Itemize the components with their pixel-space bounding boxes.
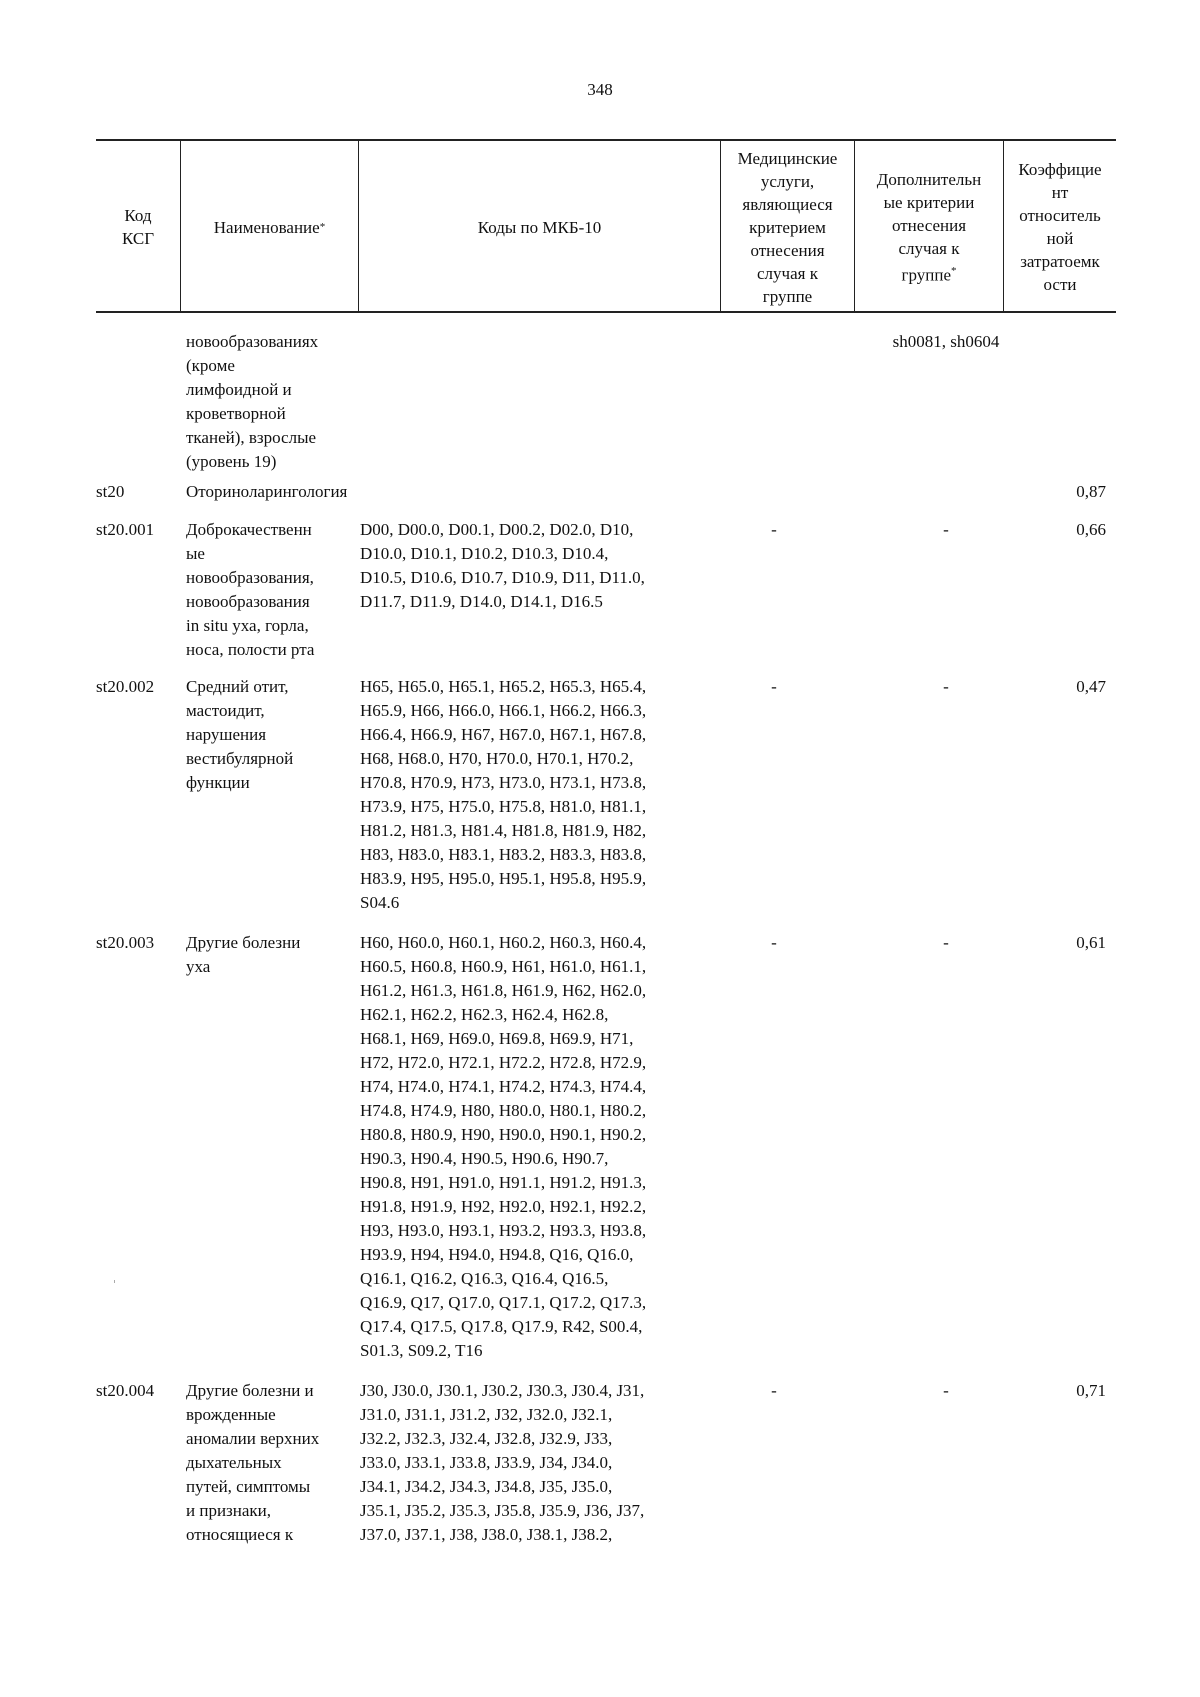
header-additional-text: Дополнительн ые критерии отнесения случая к группе bbox=[876, 169, 982, 285]
row-medical: - bbox=[771, 677, 777, 696]
table-row bbox=[96, 675, 1116, 931]
continuation-name: новообразованиях (кроме лимфоидной и кроветворной тканей), взрослые (уровень 19) bbox=[186, 332, 319, 471]
row-additional: - bbox=[943, 933, 949, 952]
header-name-mark: * bbox=[319, 220, 326, 233]
header-name-text: Наименование bbox=[213, 217, 320, 237]
section-name: Оториноларингология bbox=[186, 482, 348, 501]
header-code-text: Код КСГ bbox=[121, 206, 155, 248]
row-medical: - bbox=[771, 520, 777, 539]
section-code: st20 bbox=[96, 482, 125, 501]
header-medical-text: Медицинские услуги, являющиеся критерием отнесения случая к группе bbox=[737, 148, 838, 306]
table-row bbox=[96, 931, 1116, 1379]
header-code bbox=[96, 141, 180, 313]
header-coef-text: Коэффицие нт относитель ной затратоемк ости bbox=[1018, 160, 1102, 294]
header-name bbox=[180, 141, 358, 313]
row-additional: - bbox=[943, 520, 949, 539]
row-medical: - bbox=[771, 933, 777, 952]
row-name: Средний отит, мастоидит, нарушения вестибулярной функции bbox=[186, 677, 294, 792]
header-mkb-text: Коды по МКБ-10 bbox=[477, 217, 602, 237]
row-code: st20.004 bbox=[96, 1381, 155, 1400]
page-number: 348 bbox=[587, 80, 613, 99]
row-code: st20.003 bbox=[96, 933, 155, 952]
table-body bbox=[96, 330, 1116, 1559]
row-coef: 0,71 bbox=[1076, 1381, 1106, 1400]
table-header bbox=[96, 139, 1116, 313]
row-code: st20.001 bbox=[96, 520, 155, 539]
header-additional bbox=[854, 141, 1003, 313]
row-additional: - bbox=[943, 677, 949, 696]
continuation-row bbox=[96, 330, 1116, 480]
row-name: Другие болезни и врожденные аномалии верхних дыхательных путей, симптомы и признаки, относящиеся к bbox=[186, 1381, 320, 1544]
row-coef: 0,66 bbox=[1076, 520, 1106, 539]
header-coef bbox=[1003, 141, 1116, 313]
row-name: Доброкачественн ые новообразования, новообразования in situ уха, горла, носа, полости рта bbox=[186, 520, 315, 659]
row-medical: - bbox=[771, 1381, 777, 1400]
table-row bbox=[96, 1379, 1116, 1559]
header-medical bbox=[720, 141, 854, 313]
table-row bbox=[96, 518, 1116, 675]
header-additional-mark: * bbox=[951, 264, 957, 277]
row-coef: 0,61 bbox=[1076, 933, 1106, 952]
row-additional: - bbox=[943, 1381, 949, 1400]
section-coef: 0,87 bbox=[1076, 482, 1106, 501]
row-coef: 0,47 bbox=[1076, 677, 1106, 696]
row-mkb-codes: H60, H60.0, H60.1, H60.2, H60.3, H60.4, H60.5, H60.8, H60.9, H61, H61.0, H61.1, H61.2, H61.3, H61.8, H61.9, H62, H62.0, H62.1, H62.2, H62.3, H62.4, H62.8, H68.1, H69, H69.0, H69.8, H69.9, H71, H72, H72.0, H72.1, H72.2, H72.8, H72.9, H74, H74.0, H74.1, H74.2, H74.3, H74.4, H74.8, H74.9, H80, H80.0, H80.1, H80.2, H80.8, H80.9, H90, H90.0, H90.1, H90.2, H90.3, H90.4, H90.5, H90.6, H90.7, H90.8, H91, H91.0, H91.1, H91.2, H91.3, H91.8, H91.9, H92, H92.0, H92.1, H92.2, H93, H93.0, H93.1, H93.2, H93.3, H93.8, H93.9, H94, H94.0, H94.8, Q16, Q16.0, Q16.1, Q16.2, Q16.3, Q16.4, Q16.5, Q16.9, Q17, Q17.0, Q17.1, Q17.2, Q17.3, Q17.4, Q17.5, Q17.8, Q17.9, R42, S00.4, S01.3, S09.2, T16 bbox=[360, 933, 647, 1360]
row-mkb-codes: D00, D00.0, D00.1, D00.2, D02.0, D10, D10.0, D10.1, D10.2, D10.3, D10.4, D10.5, D10.6, D10.7, D10.9, D11, D11.0, D11.7, D11.9, D14.0, D14.1, D16.5 bbox=[360, 520, 645, 611]
row-mkb-codes: H65, H65.0, H65.1, H65.2, H65.3, H65.4, H65.9, H66, H66.0, H66.1, H66.2, H66.3, H66.4, H66.9, H67, H67.0, H67.1, H67.8, H68, H68.0, H70, H70.0, H70.1, H70.2, H70.8, H70.9, H73, H73.0, H73.1, H73.8, H73.9, H75, H75.0, H75.8, H81.0, H81.1, H81.2, H81.3, H81.4, H81.8, H81.9, H82, H83, H83.0, H83.1, H83.2, H83.3, H83.8, H83.9, H95, H95.0, H95.1, H95.8, H95.9, S04.6 bbox=[360, 677, 647, 912]
scan-speck bbox=[114, 1280, 115, 1283]
section-row bbox=[96, 480, 1116, 518]
continuation-additional: sh0081, sh0604 bbox=[892, 332, 1000, 351]
row-name: Другие болезни уха bbox=[186, 933, 301, 976]
row-mkb-codes: J30, J30.0, J30.1, J30.2, J30.3, J30.4, J31, J31.0, J31.1, J31.2, J32, J32.0, J32.1, J32.2, J32.3, J32.4, J32.8, J32.9, J33, J33.0, J33.1, J33.8, J33.9, J34, J34.0, J34.1, J34.2, J34.3, J34.8, J35, J35.0, J35.1, J35.2, J35.3, J35.8, J35.9, J36, J37, J37.0, J37.1, J38, J38.0, J38.1, J38.2, bbox=[360, 1381, 645, 1544]
row-code: st20.002 bbox=[96, 677, 155, 696]
header-mkb bbox=[358, 141, 720, 313]
